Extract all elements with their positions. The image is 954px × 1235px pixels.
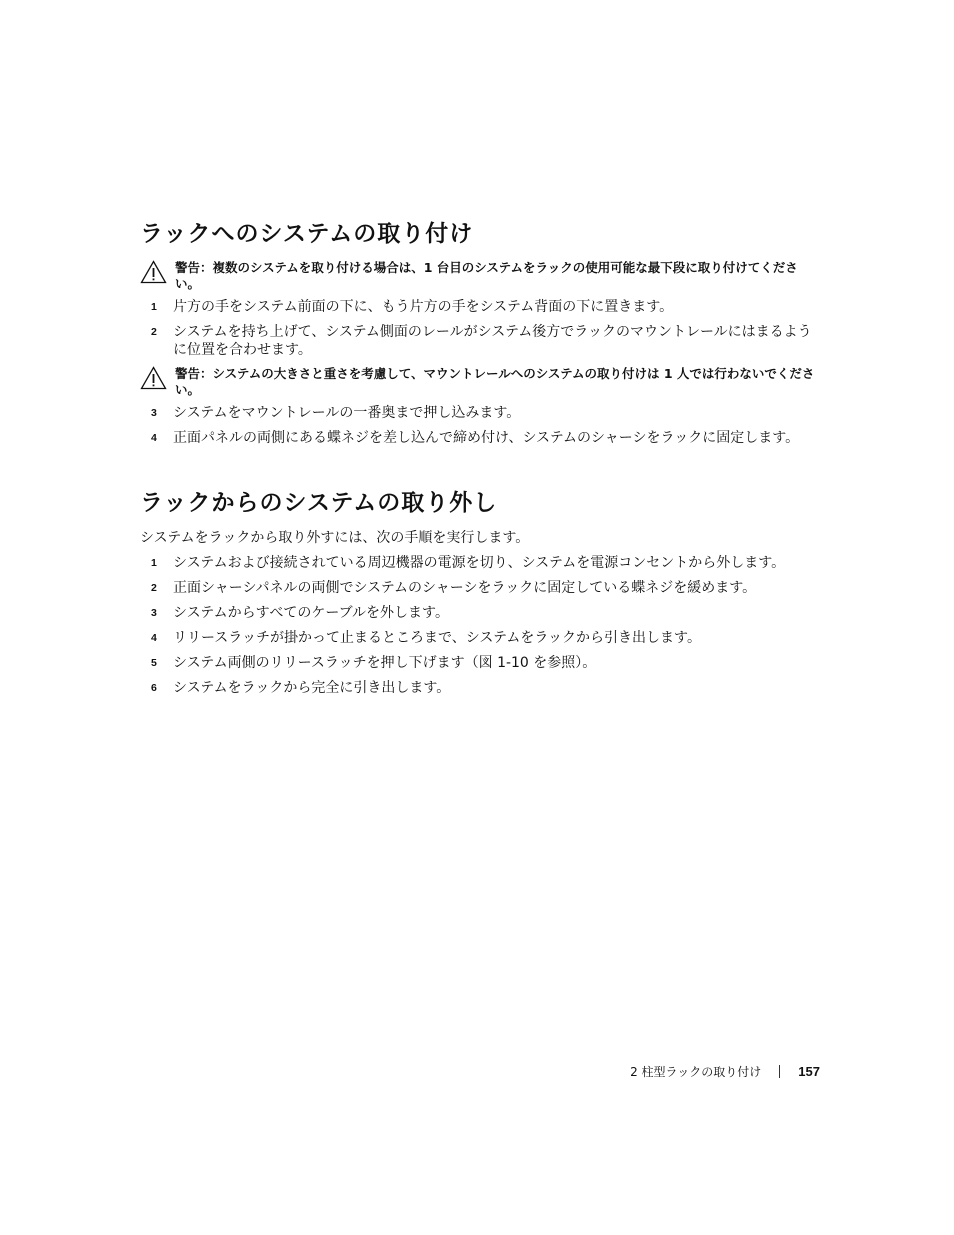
list-item <box>140 604 820 622</box>
list-item <box>140 654 820 672</box>
step-text: 正面パネルの両側にある蝶ネジを差し込んで締め付け、システムのシャーシをラックに固定します。 <box>173 430 800 446</box>
list-item <box>140 429 820 447</box>
install-steps-a <box>140 298 820 359</box>
step-text: 正面シャーシパネルの両側でシステムのシャーシをラックに固定している蝶ネジを緩めます。 <box>173 580 757 596</box>
step-number: 3 <box>151 407 157 419</box>
step-number: 2 <box>151 582 157 594</box>
remove-steps <box>140 554 820 697</box>
step-text: システムをラックから完全に引き出します。 <box>173 680 451 696</box>
step-number: 5 <box>151 657 157 669</box>
warning-note-1 <box>140 260 820 292</box>
warning-note-2 <box>140 366 820 398</box>
warning-triangle-icon <box>140 260 167 284</box>
intro-text: システムをラックから取り外すには、次の手順を実行します。 <box>140 530 530 546</box>
warning-triangle-icon <box>140 366 167 390</box>
step-text: システムおよび接続されている周辺機器の電源を切り、システムを電源コンセントから外します。 <box>173 555 786 571</box>
step-number: 4 <box>151 432 157 444</box>
install-steps-b <box>140 404 820 447</box>
step-text: システムをマウントレールの一番奥まで押し込みます。 <box>173 405 521 421</box>
step-text: システム両側のリリースラッチを押し下げます（図 1-10 を参照）。 <box>173 655 597 671</box>
step-text: リリースラッチが掛かって止まるところまで、システムをラックから引き出します。 <box>173 630 701 646</box>
step-number: 3 <box>151 607 157 619</box>
list-item <box>140 579 820 597</box>
section-title-remove: ラックからのシステムの取り外し <box>140 490 498 516</box>
list-item <box>140 554 820 572</box>
list-item <box>140 679 820 697</box>
list-item <box>140 629 820 647</box>
page-number: 157 <box>798 1064 820 1079</box>
list-item <box>140 323 820 359</box>
warning-text-2: 警告：システムの大きさと重さを考慮して、マウントレールへのシステムの取り付けは 1 人では行わないでください。 <box>175 366 815 397</box>
footer-divider <box>779 1065 780 1078</box>
step-number: 6 <box>151 682 157 694</box>
page-footer <box>630 1063 820 1080</box>
section-title-install: ラックへのシステムの取り付け <box>140 221 474 247</box>
section-remove <box>140 487 820 704</box>
step-number: 4 <box>151 632 157 644</box>
footer-chapter: 2 柱型ラックの取り付け <box>630 1065 762 1079</box>
step-number: 1 <box>151 301 157 313</box>
list-item <box>140 404 820 422</box>
step-number: 2 <box>151 326 157 338</box>
section-install <box>140 218 820 454</box>
step-text: システムを持ち上げて、システム側面のレールがシステム後方でラックのマウントレールにはまるように位置を合わせます。 <box>173 324 812 358</box>
step-text: システムからすべてのケーブルを外します。 <box>173 605 449 621</box>
warning-text-1: 警告：複数のシステムを取り付ける場合は、1 台目のシステムをラックの使用可能な最下段に取り付けてください。 <box>175 260 798 291</box>
list-item <box>140 298 820 316</box>
step-number: 1 <box>151 557 157 569</box>
step-text: 片方の手をシステム前面の下に、もう片方の手をシステム背面の下に置きます。 <box>173 299 674 315</box>
